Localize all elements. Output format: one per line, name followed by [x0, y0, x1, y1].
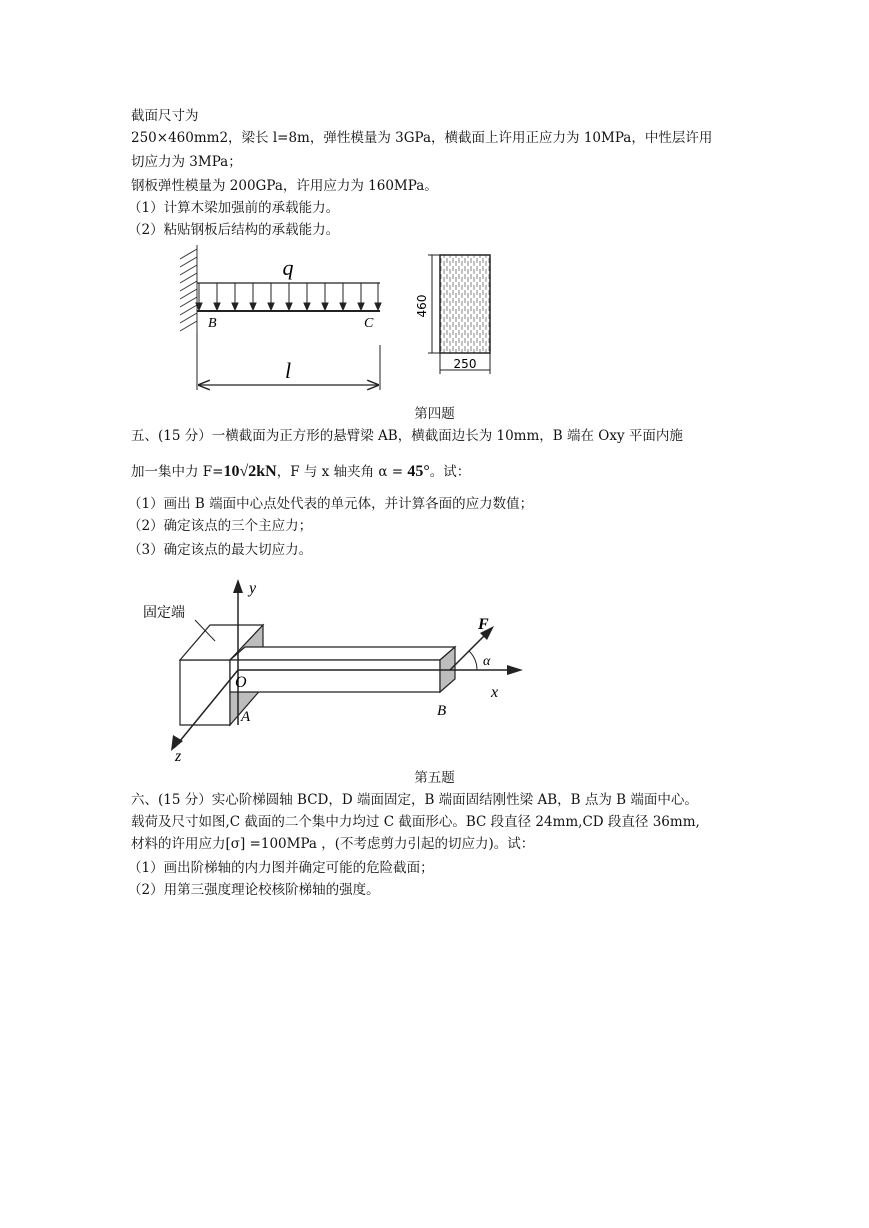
q5-item-3: （3）确定该点的最大切应力。 — [128, 542, 313, 558]
q6-line-1: 六、(15 分）实心阶梯圆轴 BCD，D 端面固定，B 端面固结刚性梁 AB，B 点为 B 端面中心。 — [131, 792, 698, 808]
point-b-label: B — [208, 316, 217, 331]
q4-item-1: （1）计算木梁加强前的承载能力。 — [128, 200, 340, 216]
point-b-label: B — [437, 703, 447, 719]
length-label-l: l — [284, 358, 292, 383]
q5-line-1: 五、(15 分）一横截面为正方形的悬臂梁 AB，横截面边长为 10mm，B 端在 Oxy 平面内施 — [131, 428, 683, 444]
height-dim-label: 460 — [415, 294, 429, 318]
origin-label: O — [235, 674, 247, 691]
q4-line-3: 切应力为 3MPa； — [131, 154, 242, 170]
q4-item-2: （2）粘贴钢板后结构的承载能力。 — [128, 222, 340, 238]
axis-z-label: z — [175, 748, 182, 765]
force-label: F — [478, 616, 489, 633]
angle-arc — [469, 651, 477, 670]
y-axis-arrowhead — [233, 579, 243, 593]
section-rect — [440, 255, 490, 353]
beam-top — [230, 647, 455, 660]
beam-front — [230, 660, 440, 692]
q4-caption: 第四题 — [414, 406, 455, 422]
q5-line-2 — [131, 462, 470, 482]
axis-x-label: x — [491, 684, 499, 701]
q4-line-4: 钢板弹性模量为 200GPa，许用应力为 160MPa。 — [131, 178, 438, 194]
force-value: 10√2kN — [223, 463, 277, 480]
load-label-q: q — [282, 255, 294, 280]
angle-value: 45° — [407, 463, 430, 480]
angle-alpha-label: α — [483, 654, 491, 669]
q6-item-2: （2）用第三强度理论校核阶梯轴的强度。 — [128, 882, 380, 898]
q4-cross-section — [410, 250, 510, 380]
q4-beam-figure — [170, 245, 390, 395]
x-axis-arrowhead — [507, 665, 523, 675]
axis-y-label: y — [249, 580, 257, 597]
q4-line-1: 截面尺寸为 — [131, 108, 199, 124]
fixed-end-label: 固定端 — [143, 605, 185, 621]
distributed-load-arrows — [196, 283, 381, 310]
q5-item-1: （1）画出 B 端面中心点处代表的单元体，并计算各面的应力数值； — [128, 496, 534, 512]
q6-line-3: 材料的许用应力[σ] =100MPa ，(不考虑剪力引起的切应力)。试： — [131, 836, 535, 852]
q5-caption: 第五题 — [414, 770, 455, 786]
point-a-label: A — [241, 709, 251, 725]
q5-line-2-prefix: 加一集中力 F= — [131, 464, 224, 480]
q6-line-2: 载荷及尺寸如图,C 截面的二个集中力均过 C 截面形心。BC 段直径 24mm,CD 段直径 36mm, — [131, 814, 700, 830]
q5-line-2-suffix: 。试： — [429, 464, 471, 480]
fixed-block-front — [180, 660, 230, 725]
point-c-label: C — [364, 316, 374, 331]
q5-3d-beam-figure — [135, 575, 535, 765]
fixed-wall-hatch — [180, 245, 197, 333]
q4-line-2: 250×460mm2，梁长 l=8m，弹性模量为 3GPa，横截面上许用正应力为 10MPa，中性层许用 — [131, 130, 713, 146]
q5-line-2-mid: ，F 与 x 轴夹角 α = — [276, 464, 404, 480]
width-dim-label: 250 — [453, 357, 477, 371]
q5-item-2: （2）确定该点的三个主应力； — [128, 518, 313, 534]
q6-item-1: （1）画出阶梯轴的内力图并确定可能的危险截面； — [128, 860, 434, 876]
